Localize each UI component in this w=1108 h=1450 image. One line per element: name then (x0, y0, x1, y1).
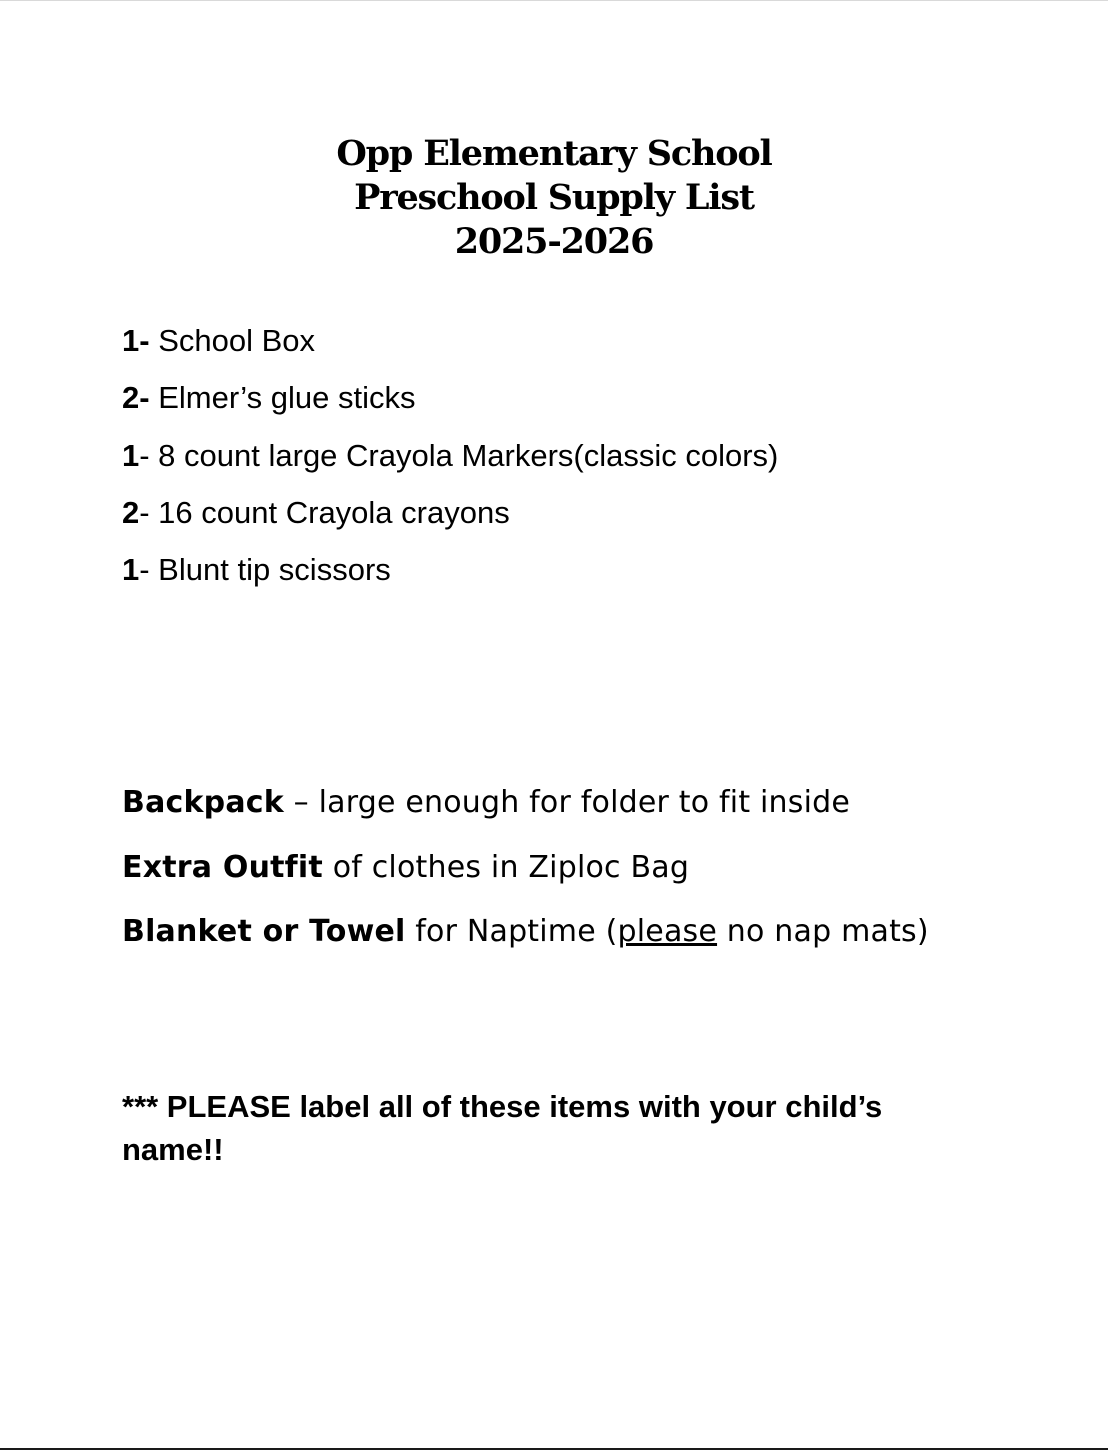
backpack-item (122, 780, 929, 845)
supply-list (122, 318, 778, 604)
extra-items-list (122, 780, 929, 974)
supply-description: - 8 count large Crayola Markers(classic colors) (139, 437, 779, 473)
blanket-emphasis-word: please (617, 914, 718, 949)
supply-item (122, 433, 778, 490)
blanket-description-start: for Naptime ( (405, 914, 618, 949)
supply-item (122, 375, 778, 432)
backpack-label: Backpack (122, 785, 284, 820)
document-title (0, 132, 1108, 264)
page-top-edge (0, 0, 1108, 1)
blanket-item (122, 909, 929, 974)
school-year: 2025-2026 (454, 221, 654, 262)
supply-description: - Blunt tip scissors (139, 552, 391, 588)
label-notice: *** PLEASE label all of these items with your child’s name!! (122, 1089, 883, 1167)
supply-description: School Box (149, 323, 316, 358)
list-title: Preschool Supply List (354, 177, 754, 218)
supply-quantity: 1- (122, 323, 150, 358)
extra-outfit-item (122, 845, 929, 910)
supply-quantity: 1 (122, 437, 140, 473)
supply-item (122, 547, 778, 604)
backpack-description: – large enough for folder to fit inside (283, 785, 851, 820)
school-name: Opp Elementary School (336, 133, 772, 174)
extra-outfit-label: Extra Outfit (122, 849, 323, 885)
blanket-label: Blanket or Towel (122, 914, 406, 949)
supply-description: Elmer’s glue sticks (149, 380, 416, 416)
extra-outfit-description: of clothes in Ziploc Bag (322, 849, 690, 885)
supply-item (122, 490, 778, 547)
supply-quantity: 2 (122, 494, 140, 530)
supply-item (122, 318, 778, 375)
supply-description: - 16 count Crayola crayons (139, 494, 510, 530)
supply-quantity: 2- (122, 380, 150, 416)
supply-quantity: 1 (122, 552, 140, 588)
blanket-description-end: no nap mats) (717, 914, 929, 949)
